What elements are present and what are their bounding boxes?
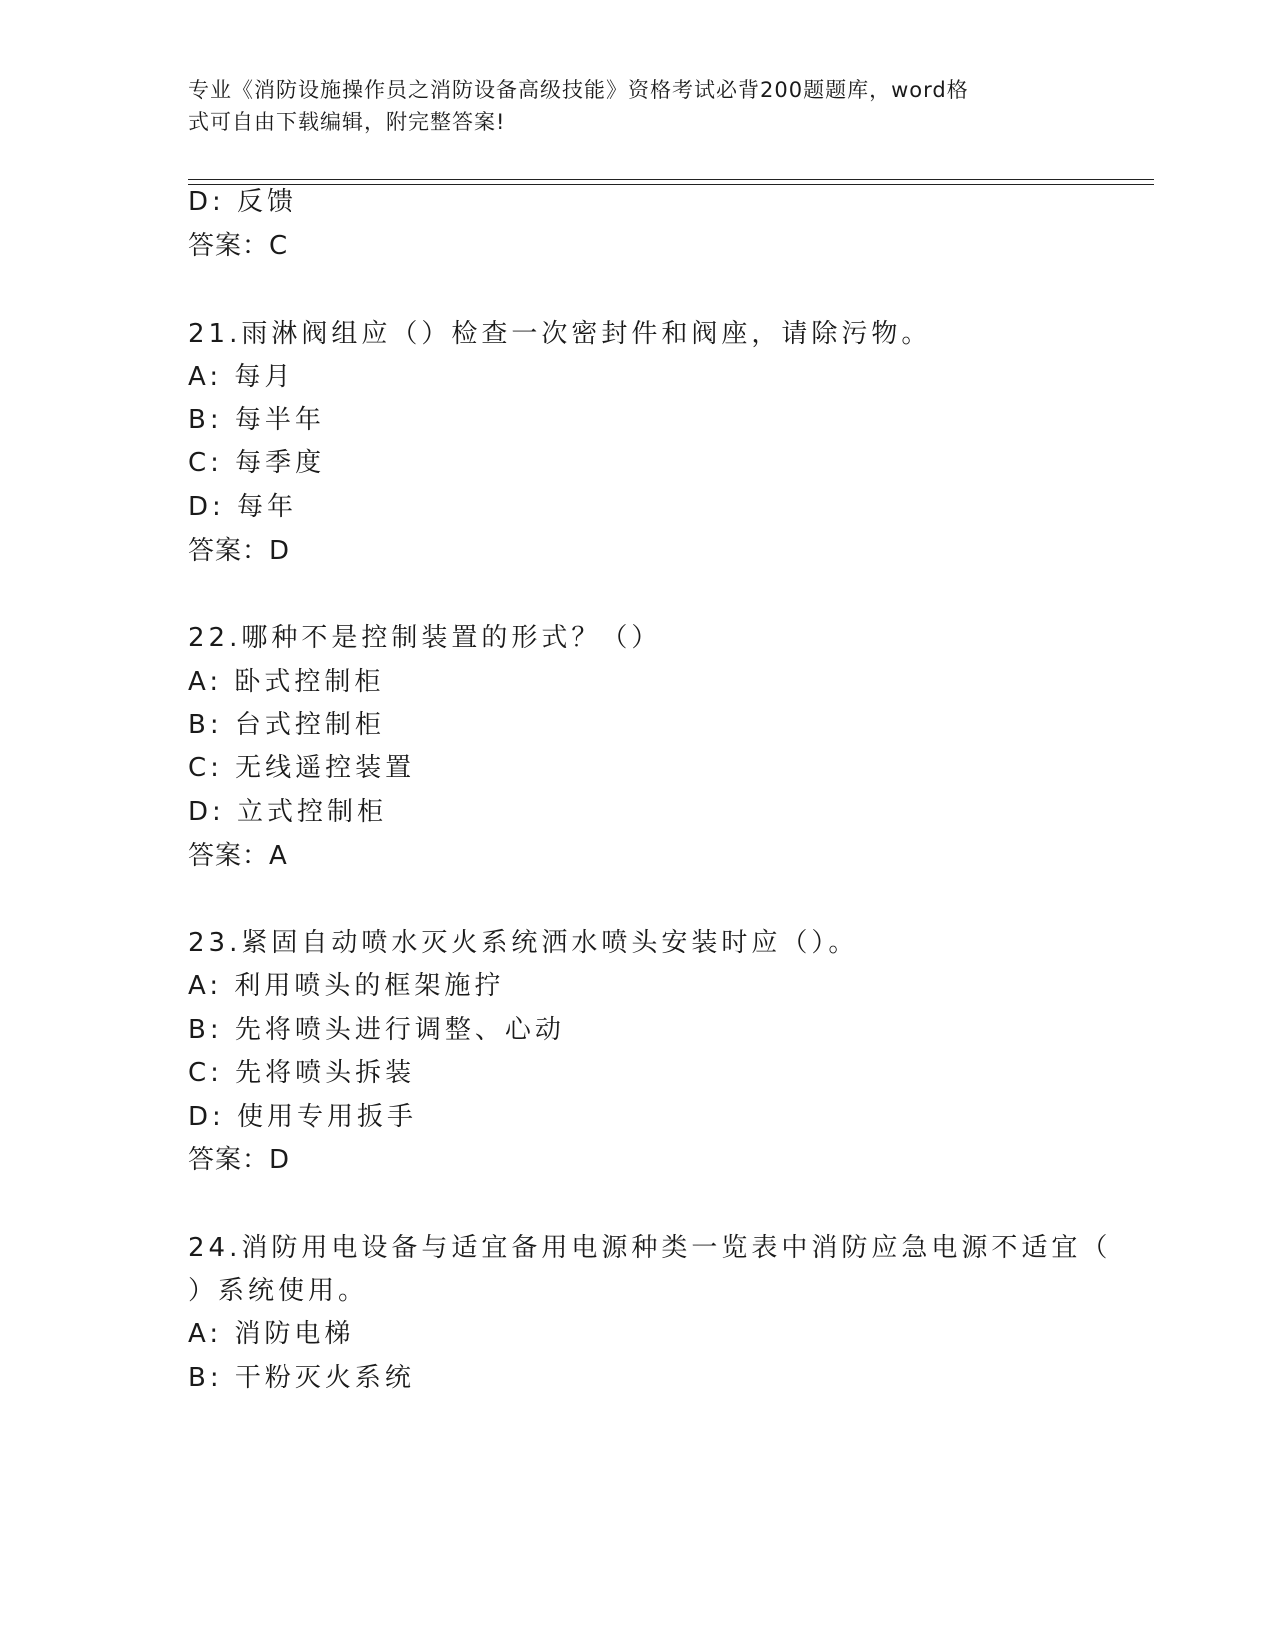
question-23-answer: 答案：D [188, 1145, 291, 1175]
header-divider-bottom [188, 184, 1154, 185]
question-23-option-b: B: 先将喷头进行调整、心动 [188, 1015, 565, 1045]
answer-line: 答案：C [188, 231, 289, 261]
header-line-1: 专业《消防设施操作员之消防设备高级技能》资格考试必背200题题库，word格 [188, 78, 969, 102]
question-22-option-c: C: 无线遥控装置 [188, 753, 416, 783]
question-24-stem: 24.消防用电设备与适宜备用电源种类一览表中消防应急电源不适宜（ [188, 1233, 1112, 1263]
question-23-option-d: D: 使用专用扳手 [188, 1102, 418, 1132]
question-22-option-d: D: 立式控制柜 [188, 797, 388, 827]
question-22-answer: 答案：A [188, 841, 288, 871]
question-21-option-b: B: 每半年 [188, 405, 325, 435]
question-22-option-a: A: 卧式控制柜 [188, 667, 385, 697]
question-22-option-b: B: 台式控制柜 [188, 710, 385, 740]
question-23-option-a: A: 利用喷头的框架施拧 [188, 971, 505, 1001]
question-21-stem: 21.雨淋阀组应（）检查一次密封件和阀座，请除污物。 [188, 319, 932, 349]
option-d: D: 反馈 [188, 187, 298, 217]
question-21-option-a: A: 每月 [188, 362, 295, 392]
question-21-option-c: C: 每季度 [188, 448, 326, 478]
question-21-answer: 答案：D [188, 536, 291, 566]
header-divider-top [188, 179, 1154, 180]
question-22-stem: 22.哪种不是控制装置的形式？（） [188, 623, 662, 653]
question-23-option-c: C: 先将喷头拆装 [188, 1058, 416, 1088]
question-24-option-a: A: 消防电梯 [188, 1319, 355, 1349]
question-23-stem: 23.紧固自动喷水灭火系统洒水喷头安装时应（）。 [188, 928, 859, 958]
header-line-2: 式可自由下载编辑，附完整答案! [188, 110, 506, 134]
question-24-stem-continued: ）系统使用。 [188, 1276, 369, 1306]
question-24-option-b: B: 干粉灭火系统 [188, 1363, 415, 1393]
question-21-option-d: D: 每年 [188, 492, 298, 522]
document-header [188, 74, 1068, 138]
